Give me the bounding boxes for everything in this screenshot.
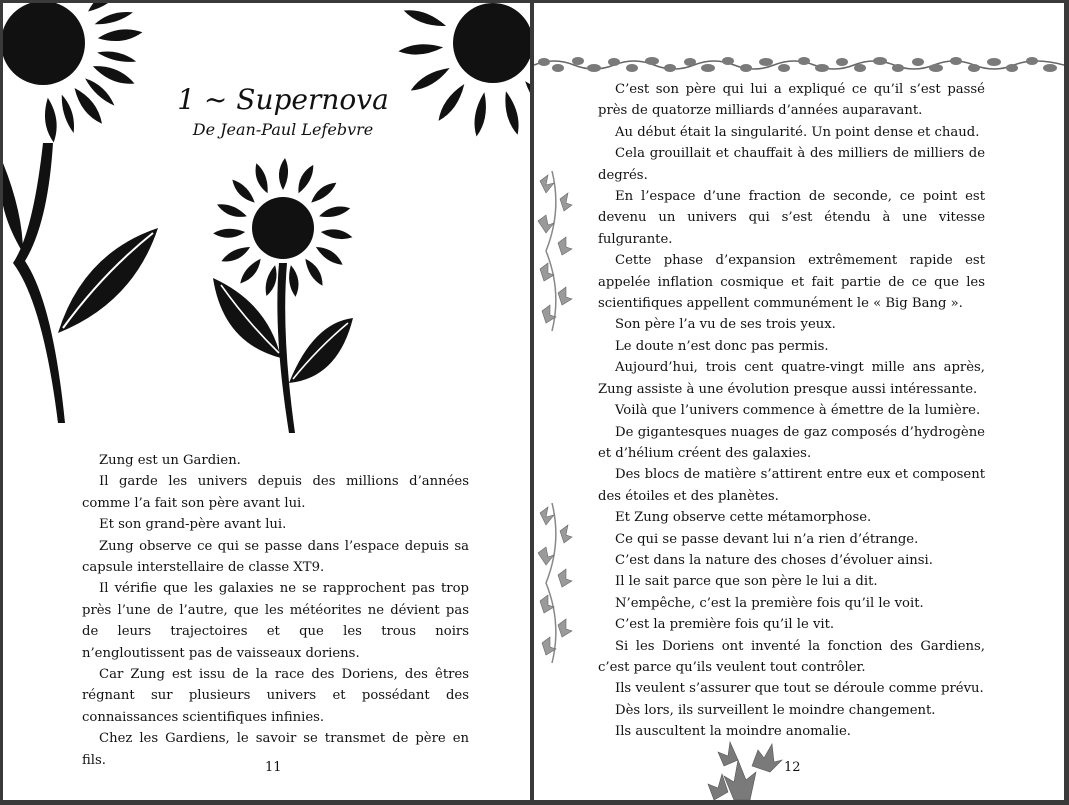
paragraph: Zung est un Gardien. xyxy=(99,453,241,468)
paragraph: Voilà que l’univers commence à émettre de la lumière. xyxy=(615,403,981,419)
paragraph: Il vérifie que les galaxies ne se rapprochent pas trop près l’une de l’autre, que les météorites ne dévient pas de leurs trajectoires et que les trous noirs n’engloutissent pas de vaisseaux doriens. xyxy=(82,581,469,661)
paragraph: Aujourd’hui, trois cent quatre-vingt mille ans après, Zung assiste à une évolution presque aussi intéressante. xyxy=(598,360,985,397)
paragraph: Au début était la singularité. Un point dense et chaud. xyxy=(615,124,980,140)
paragraph: Des blocs de matière s’attirent entre eux et composent des étoiles et des planètes. xyxy=(598,467,985,504)
right-page xyxy=(534,3,1064,800)
paragraph: Son père l’a vu de ses trois yeux. xyxy=(615,317,836,333)
paragraph: Le doute n’est donc pas permis. xyxy=(615,338,829,354)
paragraph: Il le sait parce que son père le lui a dit. xyxy=(615,574,878,590)
sunflower-corner-icon xyxy=(3,3,203,433)
vine-border-icon xyxy=(534,53,1064,77)
paragraph: C’est la première fois qu’il le vit. xyxy=(615,617,835,633)
paragraph: En l’espace d’une fraction de seconde, ce point est devenu un univers qui s’est étendu à une vitesse fulgurante. xyxy=(598,189,985,247)
paragraph: Chez les Gardiens, le savoir se transmet de père en fils. xyxy=(82,731,469,768)
paragraph: N’empêche, c’est la première fois qu’il le voit. xyxy=(615,595,924,611)
chapter-title: 1 ~ Supernova xyxy=(177,83,389,116)
ivy-sprig-icon xyxy=(534,503,574,663)
page-number: 12 xyxy=(784,760,801,775)
paragraph: Cela grouillait et chauffait à des milliers de milliers de degrés. xyxy=(598,146,985,183)
paragraph: Ce qui se passe devant lui n’a rien d’étrange. xyxy=(615,531,919,547)
ivy-leaves-icon xyxy=(704,736,784,800)
left-page xyxy=(3,3,530,800)
paragraph: Et son grand-père avant lui. xyxy=(99,517,287,533)
paragraph: C’est son père qui lui a expliqué ce qu’il s’est passé près de quatorze milliards d’années auparavant. xyxy=(598,82,985,119)
page-number: 11 xyxy=(265,760,282,775)
paragraph: C’est dans la nature des choses d’évoluer ainsi. xyxy=(615,552,933,568)
paragraph: Ils auscultent la moindre anomalie. xyxy=(615,724,851,740)
paragraph: Dès lors, ils surveillent le moindre changement. xyxy=(615,702,936,718)
paragraph: Et Zung observe cette métamorphose. xyxy=(615,510,872,526)
left-page-text xyxy=(82,450,469,771)
ivy-sprig-icon xyxy=(534,171,574,331)
paragraph: Zung observe ce qui se passe dans l’espace depuis sa capsule interstellaire de classe XT9. xyxy=(82,538,469,576)
chapter-author: De Jean-Paul Lefebvre xyxy=(192,120,374,139)
paragraph: Il garde les univers depuis des millions d’années comme l’a fait son père avant lui. xyxy=(82,474,469,511)
paragraph: Cette phase d’expansion extrêmement rapide est appelée inflation cosmique et fait partie de ce que les scientifiques appellent communément le « Big Bang ». xyxy=(598,253,985,312)
sunflower-icon xyxy=(203,153,363,438)
paragraph: Car Zung est issu de la race des Doriens, des êtres régnant sur plusieurs univers et possédant des connaissances scientifiques infinies. xyxy=(82,667,469,725)
right-page-text xyxy=(598,79,985,743)
paragraph: Si les Doriens ont inventé la fonction des Gardiens, c’est parce qu’ils veulent tout contrôler. xyxy=(598,638,985,675)
paragraph: De gigantesques nuages de gaz composés d’hydrogène et d’hélium créent des galaxies. xyxy=(598,424,985,461)
paragraph: Ils veulent s’assurer que tout se déroule comme prévu. xyxy=(615,681,984,697)
